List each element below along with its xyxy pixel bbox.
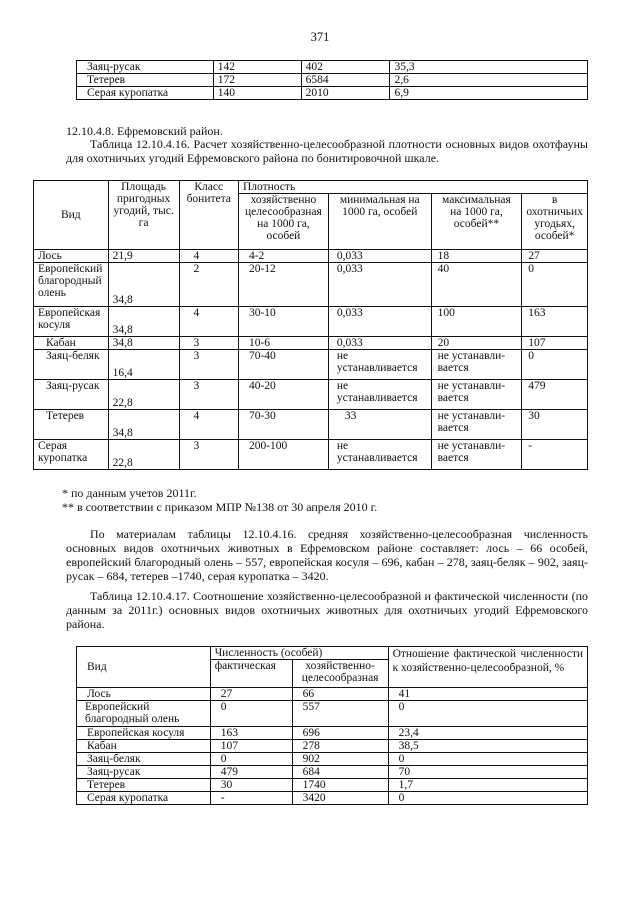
ratio-cell: 0	[388, 792, 587, 805]
econ-count-cell: 902	[292, 753, 388, 766]
species-cell: Заяц-русак	[34, 380, 109, 410]
col2-actual: фактическая	[210, 660, 292, 688]
summary-paragraph: По материалам таблицы 12.10.4.16. средняя хозяйственно-целесообразная численность основных видов охотничьих животных в Ефремовском районе составляет: лось – 66 особей, европейский благородный олень – 557, европейская косуля – 696, кабан – 278, заяц-беляк – 902, заяц-русак – 684, тетерев –1740, серая куропатка – 3420.	[66, 527, 588, 583]
in-grounds-cell: 0	[522, 263, 588, 307]
actual-count-cell: 0	[210, 753, 292, 766]
min-density-cell: не устанавливается	[328, 350, 431, 380]
area-cell: 34,8	[108, 410, 179, 440]
in-grounds-cell: 0	[522, 350, 588, 380]
footnote-1: * по данным учетов 2011г.	[62, 486, 197, 500]
species-cell: Заяц-русак	[77, 766, 211, 779]
ratio-cell: 23,4	[388, 727, 587, 740]
ratio-cell: 0	[388, 753, 587, 766]
min-density-cell: 33	[328, 410, 431, 440]
table-row	[34, 380, 588, 410]
top-table-cell: 142	[213, 61, 301, 74]
col-econ: хозяйственно целесообразная на 1000 га, особей	[238, 194, 328, 250]
econ-count-cell: 557	[292, 701, 388, 727]
top-table-cell: 172	[213, 74, 301, 87]
ratio-cell: 70	[388, 766, 587, 779]
ratio-cell: 38,5	[388, 740, 587, 753]
col-density: Плотность	[238, 181, 587, 194]
col-class: Класс бонитета	[179, 181, 238, 250]
col-vid: Вид	[34, 181, 109, 250]
col2-ratio: Отношение фактической численности к хозяйственно-целесообразной, %	[388, 647, 587, 688]
area-cell: 21,9	[108, 250, 179, 263]
class-cell: 3	[179, 350, 238, 380]
species-cell: Серая куропатка	[77, 792, 211, 805]
econ-density-cell: 4-2	[238, 250, 328, 263]
actual-count-cell: 479	[210, 766, 292, 779]
top-table-cell: 140	[213, 87, 301, 100]
species-cell: Кабан	[34, 337, 109, 350]
actual-count-cell: 27	[210, 688, 292, 701]
class-cell: 3	[179, 440, 238, 470]
econ-count-cell: 684	[292, 766, 388, 779]
in-grounds-cell: 30	[522, 410, 588, 440]
min-density-cell: 0,033	[328, 263, 431, 307]
area-cell: 16,4	[108, 350, 179, 380]
table-row	[77, 792, 588, 805]
top-table-cell: 35,3	[390, 61, 588, 74]
min-density-cell: 0,033	[328, 307, 431, 337]
table-row	[77, 701, 588, 727]
col-in-grounds: в охотничьих угодьях, особей*	[522, 194, 588, 250]
class-cell: 4	[179, 250, 238, 263]
max-density-cell: 18	[431, 250, 522, 263]
econ-density-cell: 70-40	[238, 350, 328, 380]
top-table-cell: 6,9	[390, 87, 588, 100]
col-min: минимальная на 1000 га, особей	[328, 194, 431, 250]
area-cell: 34,8	[108, 307, 179, 337]
top-table-cell: 402	[301, 61, 390, 74]
table-row	[77, 740, 588, 753]
class-cell: 4	[179, 307, 238, 337]
econ-count-cell: 696	[292, 727, 388, 740]
species-cell: Заяц-беляк	[77, 753, 211, 766]
top-table-cell: 2,6	[390, 74, 588, 87]
top-table-cell: Заяц-русак	[77, 61, 214, 74]
max-density-cell: не устанавли-вается	[431, 380, 522, 410]
col-area: Площадь пригодных угодий, тыс. га	[108, 181, 179, 250]
top-table-cell: 6584	[301, 74, 390, 87]
ratio-cell: 0	[388, 701, 587, 727]
table-row	[34, 440, 588, 470]
econ-count-cell: 1740	[292, 779, 388, 792]
actual-count-cell: 30	[210, 779, 292, 792]
in-grounds-cell: 107	[522, 337, 588, 350]
species-cell: Европейская косуля	[77, 727, 211, 740]
species-cell: Европейский благородный олень	[34, 263, 109, 307]
class-cell: 4	[179, 410, 238, 440]
max-density-cell: 20	[431, 337, 522, 350]
table-row	[34, 263, 588, 307]
econ-count-cell: 278	[292, 740, 388, 753]
table-row	[34, 337, 588, 350]
page-number: 371	[310, 30, 330, 44]
actual-count-cell: 107	[210, 740, 292, 753]
table-row	[34, 350, 588, 380]
max-density-cell: не устанавли-вается	[431, 440, 522, 470]
in-grounds-cell: 27	[522, 250, 588, 263]
species-cell: Лось	[77, 688, 211, 701]
table-row	[77, 753, 588, 766]
species-cell: Тетерев	[77, 779, 211, 792]
econ-count-cell: 3420	[292, 792, 388, 805]
col2-count: Численность (особей)	[210, 647, 388, 660]
col2-econ: хозяйственно-целесообразная	[292, 660, 388, 688]
in-grounds-cell: -	[522, 440, 588, 470]
max-density-cell: 100	[431, 307, 522, 337]
species-cell: Серая куропатка	[34, 440, 109, 470]
class-cell: 3	[179, 380, 238, 410]
table-row	[77, 87, 588, 100]
density-table	[33, 180, 588, 470]
table2-caption: Таблица 12.10.4.17. Соотношение хозяйственно-целесообразной и фактической численности (по данным за 2011г.) основных видов охотничьих животных для охотничьих угодий Ефремовского района.	[66, 589, 588, 631]
area-cell: 34,8	[108, 337, 179, 350]
species-cell: Тетерев	[34, 410, 109, 440]
max-density-cell: 40	[431, 263, 522, 307]
econ-density-cell: 20-12	[238, 263, 328, 307]
top-table-cell: Тетерев	[77, 74, 214, 87]
actual-count-cell: 0	[210, 701, 292, 727]
min-density-cell: 0,033	[328, 337, 431, 350]
table-row	[77, 74, 588, 87]
min-density-cell: не устанавливается	[328, 380, 431, 410]
min-density-cell: не устанавливается	[328, 440, 431, 470]
table1-caption: Таблица 12.10.4.16. Расчет хозяйственно-целесообразной плотности основных видов охотфауны для охотничьих угодий Ефремовского района по бонитировочной шкале.	[66, 137, 588, 165]
top-table	[76, 60, 588, 100]
econ-density-cell: 70-30	[238, 410, 328, 440]
econ-density-cell: 30-10	[238, 307, 328, 337]
species-cell: Заяц-беляк	[34, 350, 109, 380]
in-grounds-cell: 479	[522, 380, 588, 410]
ratio-table	[76, 646, 588, 805]
class-cell: 2	[179, 263, 238, 307]
species-cell: Европейская косуля	[34, 307, 109, 337]
top-table-cell: 2010	[301, 87, 390, 100]
table-row	[34, 410, 588, 440]
table-row	[77, 779, 588, 792]
ratio-cell: 41	[388, 688, 587, 701]
col2-vid: Вид	[77, 647, 211, 688]
col-max: максимальная на 1000 га, особей**	[431, 194, 522, 250]
econ-density-cell: 40-20	[238, 380, 328, 410]
actual-count-cell: -	[210, 792, 292, 805]
footnote-2: ** в соответствии с приказом МПР №138 от 30 апреля 2010 г.	[62, 500, 378, 514]
species-cell: Европейский благородный олень	[77, 701, 211, 727]
table-row	[77, 61, 588, 74]
econ-count-cell: 66	[292, 688, 388, 701]
class-cell: 3	[179, 337, 238, 350]
in-grounds-cell: 163	[522, 307, 588, 337]
actual-count-cell: 163	[210, 727, 292, 740]
table-row	[77, 766, 588, 779]
section-heading: 12.10.4.8. Ефремовский район.	[66, 124, 223, 138]
table-row	[34, 250, 588, 263]
area-cell: 22,8	[108, 440, 179, 470]
ratio-cell: 1,7	[388, 779, 587, 792]
area-cell: 22,8	[108, 380, 179, 410]
max-density-cell: не устанавли-вается	[431, 410, 522, 440]
max-density-cell: не устанавли-вается	[431, 350, 522, 380]
econ-density-cell: 10-6	[238, 337, 328, 350]
area-cell: 34,8	[108, 263, 179, 307]
top-table-cell: Серая куропатка	[77, 87, 214, 100]
min-density-cell: 0,033	[328, 250, 431, 263]
table-row	[77, 727, 588, 740]
table-row	[34, 307, 588, 337]
table-row	[77, 688, 588, 701]
econ-density-cell: 200-100	[238, 440, 328, 470]
species-cell: Лось	[34, 250, 109, 263]
species-cell: Кабан	[77, 740, 211, 753]
